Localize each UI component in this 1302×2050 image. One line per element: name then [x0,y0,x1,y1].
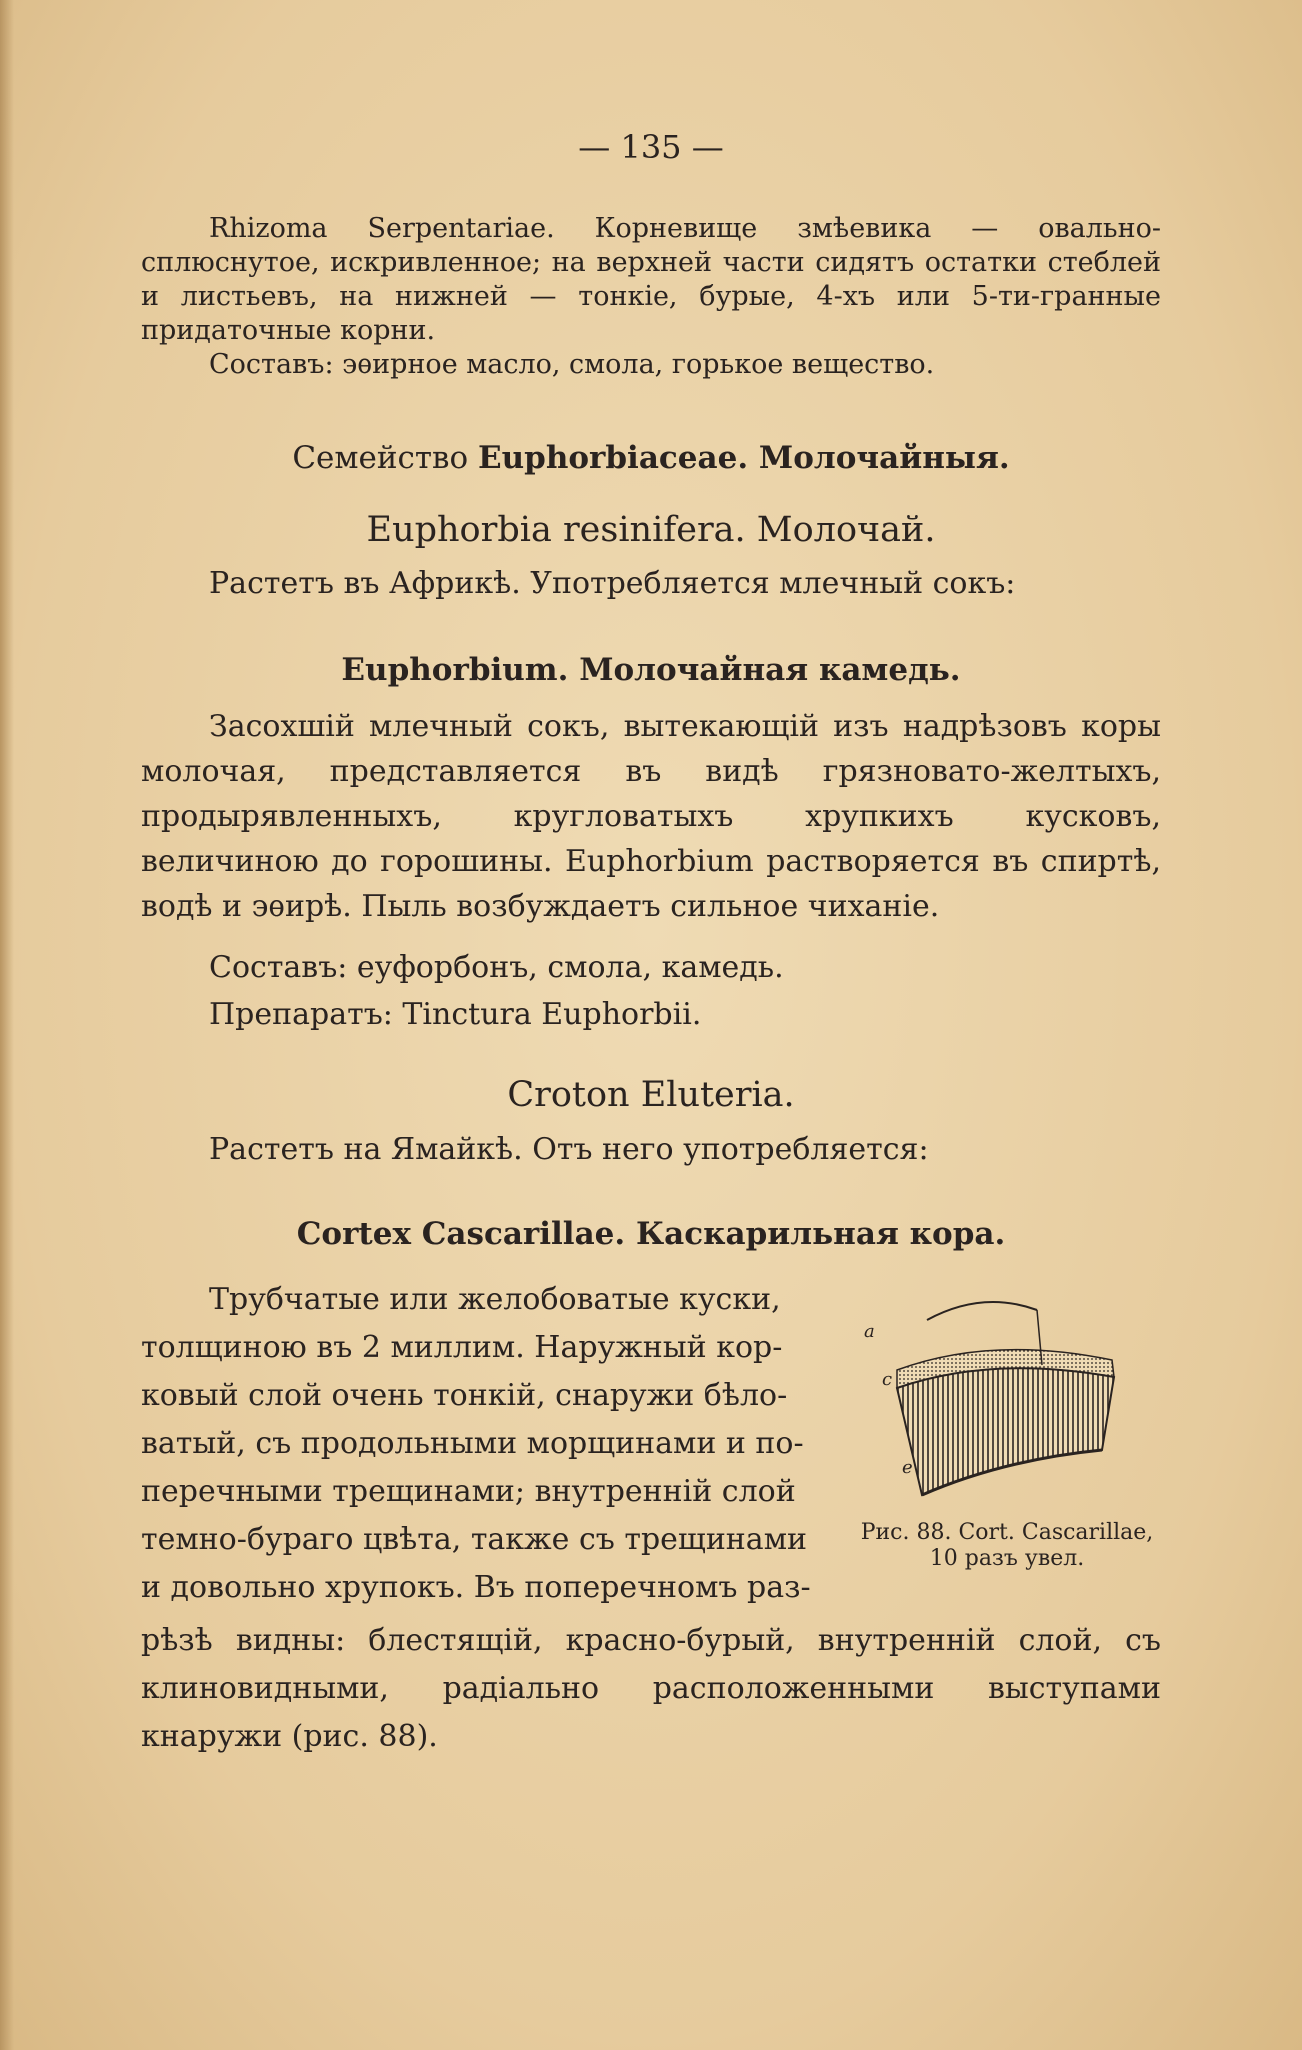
cascarilla-line-3: ковый слой очень тонкій, снаружи бѣло- [141,1378,788,1413]
page-number: — 135 — [578,128,724,166]
cascarilla-line-5: перечными трещинами; внутренній слой [141,1474,796,1509]
figure-label-c: c [882,1369,893,1390]
cascarilla-line-1: Трубчатые или желобоватые куски, [209,1282,781,1317]
euphorbium-preparation: Препаратъ: Tinctura Euphorbii. [209,997,702,1032]
rhizoma-paragraph: Rhizoma Serpentariae. Корневище змѣевика — овально-сплюснутое, искривленное; на верхней части сидятъ остатки стеблей и листьевъ, на нижней — тонкіе, бурые, 4-хъ или 5-ти-гранные придаточные корни. [141,213,1161,346]
figure-caption-line-1: Рис. 88. Cort. Cascarillae, [860,1520,1154,1545]
outer-layer-line [927,1302,1037,1320]
page-spine-shadow [0,0,14,2050]
bark-cross-section-drawing [842,1285,1172,1525]
cascarilla-line-4: ватый, съ продольными морщинами и по- [141,1426,804,1461]
figure-caption [842,1520,1172,1572]
cascarilla-heading [0,1216,1302,1252]
euphorbia-grows: Растетъ въ Африкѣ. Употребляется млечный сокъ: [209,566,1016,601]
euphorbium-heading [0,652,1302,688]
figure-caption-line-2: 10 разъ увел. [929,1546,1085,1571]
cascarilla-line-6: темно-бураго цвѣта, также съ трещинами [141,1522,808,1557]
cascarilla-line-7: и довольно хрупокъ. Въ поперечномъ раз- [141,1570,811,1605]
family-heading [0,440,1302,476]
rhizoma-composition: Составъ: эѳирное масло, смола, горькое вещество. [209,349,935,380]
family-name: Euphorbiaceae. Молочайныя. [477,440,1010,476]
figure-label-a: a [864,1321,875,1342]
cascarilla-description-rest: рѣзѣ видны: блестящій, красно-бурый, внутренній слой, съ клиновидными, радіально расположенными выступами кнаружи (рис. 88). [141,1623,1161,1754]
inner-layer [897,1368,1114,1495]
figure-label-e: e [902,1457,913,1478]
cascarilla-title: Cortex Cascarillae. Каскарильная кора. [296,1216,1006,1252]
cascarilla-line-2: толщиною въ 2 миллим. Наружный кор- [141,1330,783,1365]
croton-title: Croton Eluteria. [507,1075,795,1115]
euphorbia-title: Euphorbia resinifera. Молочай. [366,510,936,550]
euphorbium-title: Euphorbium. Молочайная камедь. [341,652,961,688]
euphorbium-composition: Составъ: еуфорбонъ, смола, камедь. [209,950,784,985]
family-prefix: Семейство [292,440,478,476]
croton-grows: Растетъ на Ямайкѣ. Отъ него употребляется: [209,1132,929,1167]
euphorbium-description: Засохшій млечный сокъ, вытекающій изъ надрѣзовъ коры молочая, представляется въ видѣ грязновато-желтыхъ, продырявленныхъ, кругловатыхъ хрупкихъ кусковъ, величиною до горошины. Euphorbium растворяется въ спиртѣ, водѣ и эѳирѣ. Пыль возбуждаетъ сильное чиханіе. [141,709,1161,924]
